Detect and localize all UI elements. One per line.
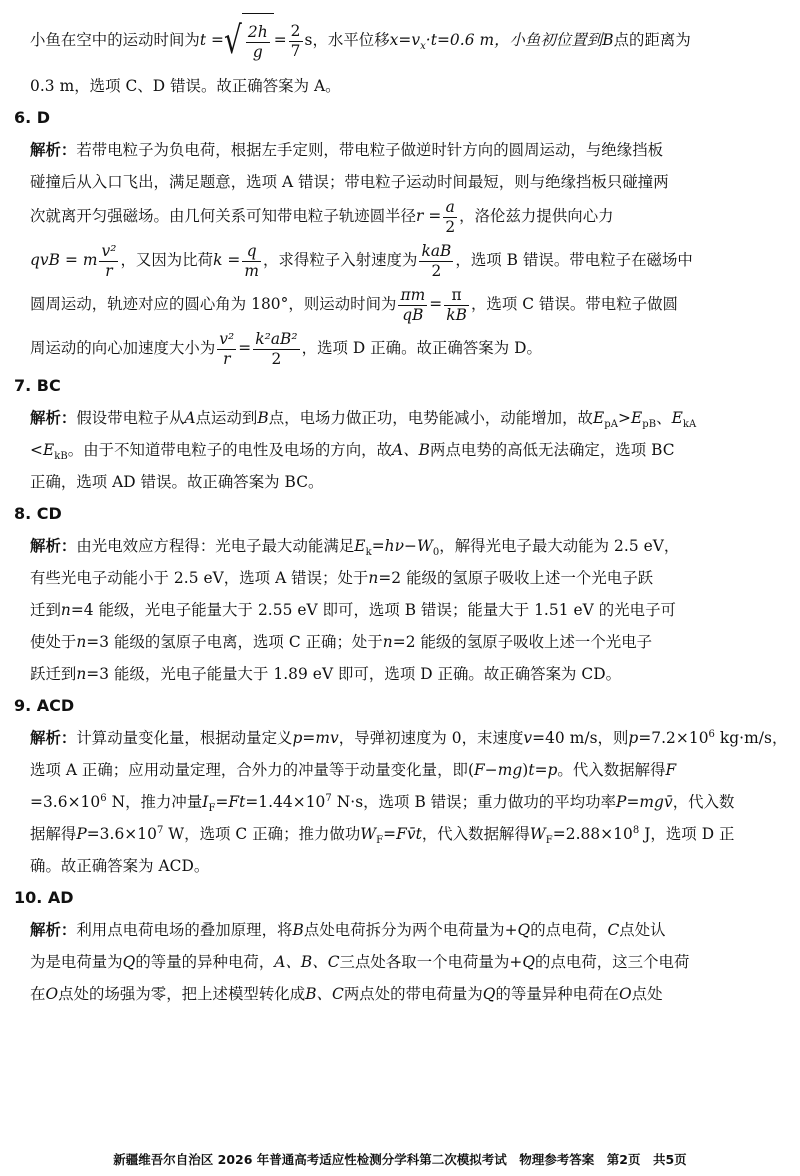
q10-line-1: 解析：利用点电荷电场的叠加原理，将B点处电荷拆分为两个电荷量为+Q的点电荷，C点处认 [30,921,666,939]
q10-answer: 10. AD [14,888,74,907]
q9-line-1: 解析：计算动量变化量，根据动量定义p=mv，导弹初速度为 0，末速度v=40 m/s，则$p=7.2\times 10^6$ kg·m/s， [30,728,788,747]
q6-line-3: 次就离开匀强磁场。由几何关系可知带电粒子轨迹圆半径r = $\frac{a}{2}$ ，洛伦兹力提供向心力 [30,197,614,236]
sqrt-expression: √ $\frac{2h}{g}$ [224,13,274,70]
q10-line-3: 在O点处的场强为零，把上述模型转化成B、C两点处的带电荷量为Q的等量异种电荷在O点处 [30,985,663,1003]
q8-line-1: 解析：由光电效应方程得：光电子最大动能满足$E_k=h\nu-W_0$，解得光电子最大动能为 2.5 eV， [30,537,680,559]
q8-line-3: 迁到n=4 能级，光电子能量大于 2.55 eV 即可，选项 B 错误；能量大于 1.51 eV 的光电子可 [30,601,676,619]
q7-line-3: 正确，选项 AD 错误。故正确答案为 BC。 [30,473,324,491]
q9-line-4: 据解得$P=3.6\times 10^7$ W，选项 C 正确；推力做功$W_F=Fv̄t$，代入数据解得$W_F=2.88\times 10^8$ J，选项 D 正 [30,824,735,847]
q6-line-4: qvB = m $\frac{\text{v²}}{r}$ ，又因为比荷k = $\frac{q}{m}$ ，求得粒子入射速度为 $\frac{\text{kaB}}{2}$ ，选项 B 错误。带电粒子在磁场中 [30,241,693,280]
q8-line-5: 跃迁到n=3 能级，光电子能量大于 1.89 eV 即可，选项 D 正确。故正确答案为 CD。 [30,665,622,683]
q6-line-2: 碰撞后从入口飞出，满足题意，选项 A 错误；带电粒子运动时间最短，则与绝缘挡板只碰撞两 [30,173,669,191]
q7-line-2: $<E_{kB}$。由于不知道带电粒子的电性及电场的方向，故A、B两点电势的高低无法确定，选项 BC [30,441,675,463]
q5-line-1: 小鱼在空中的运动时间为t = √ $\frac{2h}{g}$ = $\frac{2}{7}$ s，水平位移$x=v_x\cdot t=0.6$ m，小鱼初位置到B点的距离为 [30,12,780,68]
q8-line-2: 有些光电子动能小于 2.5 eV，选项 A 错误；处于n=2 能级的氢原子吸收上述一个光电子跃 [30,569,654,587]
q9-answer: 9. ACD [14,696,75,715]
q7-answer: 7. BC [14,376,61,395]
q8-answer: 8. CD [14,504,62,523]
q7-line-1: 解析：假设带电粒子从A点运动到B点，电场力做正功，电势能减小，动能增加，故$E_{pA}>E_{pB}$、$E_{kA}$ [30,409,697,431]
q6-line-1: 解析：若带电粒子为负电荷，根据左手定则，带电粒子做逆时针方向的圆周运动，与绝缘挡板 [30,141,664,159]
q6-line-5: 圆周运动，轨迹对应的圆心角为 180°，则运动时间为 $\frac{\pi m}{qB}$ = $\frac{\pi}{kB}$ ，选项 C 错误。带电粒子做圆 [30,285,678,324]
q9-line-2: 选项 A 正确；应用动量定理，合外力的冲量等于动量变化量，即(F−mg)t=p。代入数据解得F [30,761,677,779]
q6-line-6: 周运动的向心加速度大小为 $\frac{\text{v²}}{r}$ = $\frac{\text{k²aB²}}{2}$ ，选项 D 正确。故正确答案为 D。 [30,329,542,368]
q10-line-2: 为是电荷量为Q的等量的异种电荷，A、B、C三点处各取一个电荷量为+Q的点电荷，这三个电荷 [30,953,690,971]
page-footer: 新疆维吾尔自治区 2026 年普通高考适应性检测分学科第二次模拟考试 物理参考答案 第2页 共5页 [113,1152,687,1167]
q6-answer: 6. D [14,108,51,127]
q5-line-2: 0.3 m，选项 C、D 错误。故正确答案为 A。 [30,77,341,95]
q9-line-3: $=3.6\times 10^6$ N，推力冲量$I_F=Ft=1.44\times 10^7$ N·s，选项 B 错误；重力做功的平均功率P=mgv̄，代入数 [30,792,735,815]
fraction: $\frac{2}{7}$ [290,21,301,60]
q9-line-5: 确。故正确答案为 ACD。 [30,857,210,875]
q8-line-4: 使处于n=3 能级的氢原子电离，选项 C 正确；处于n=2 能级的氢原子吸收上述一个光电子 [30,633,653,651]
